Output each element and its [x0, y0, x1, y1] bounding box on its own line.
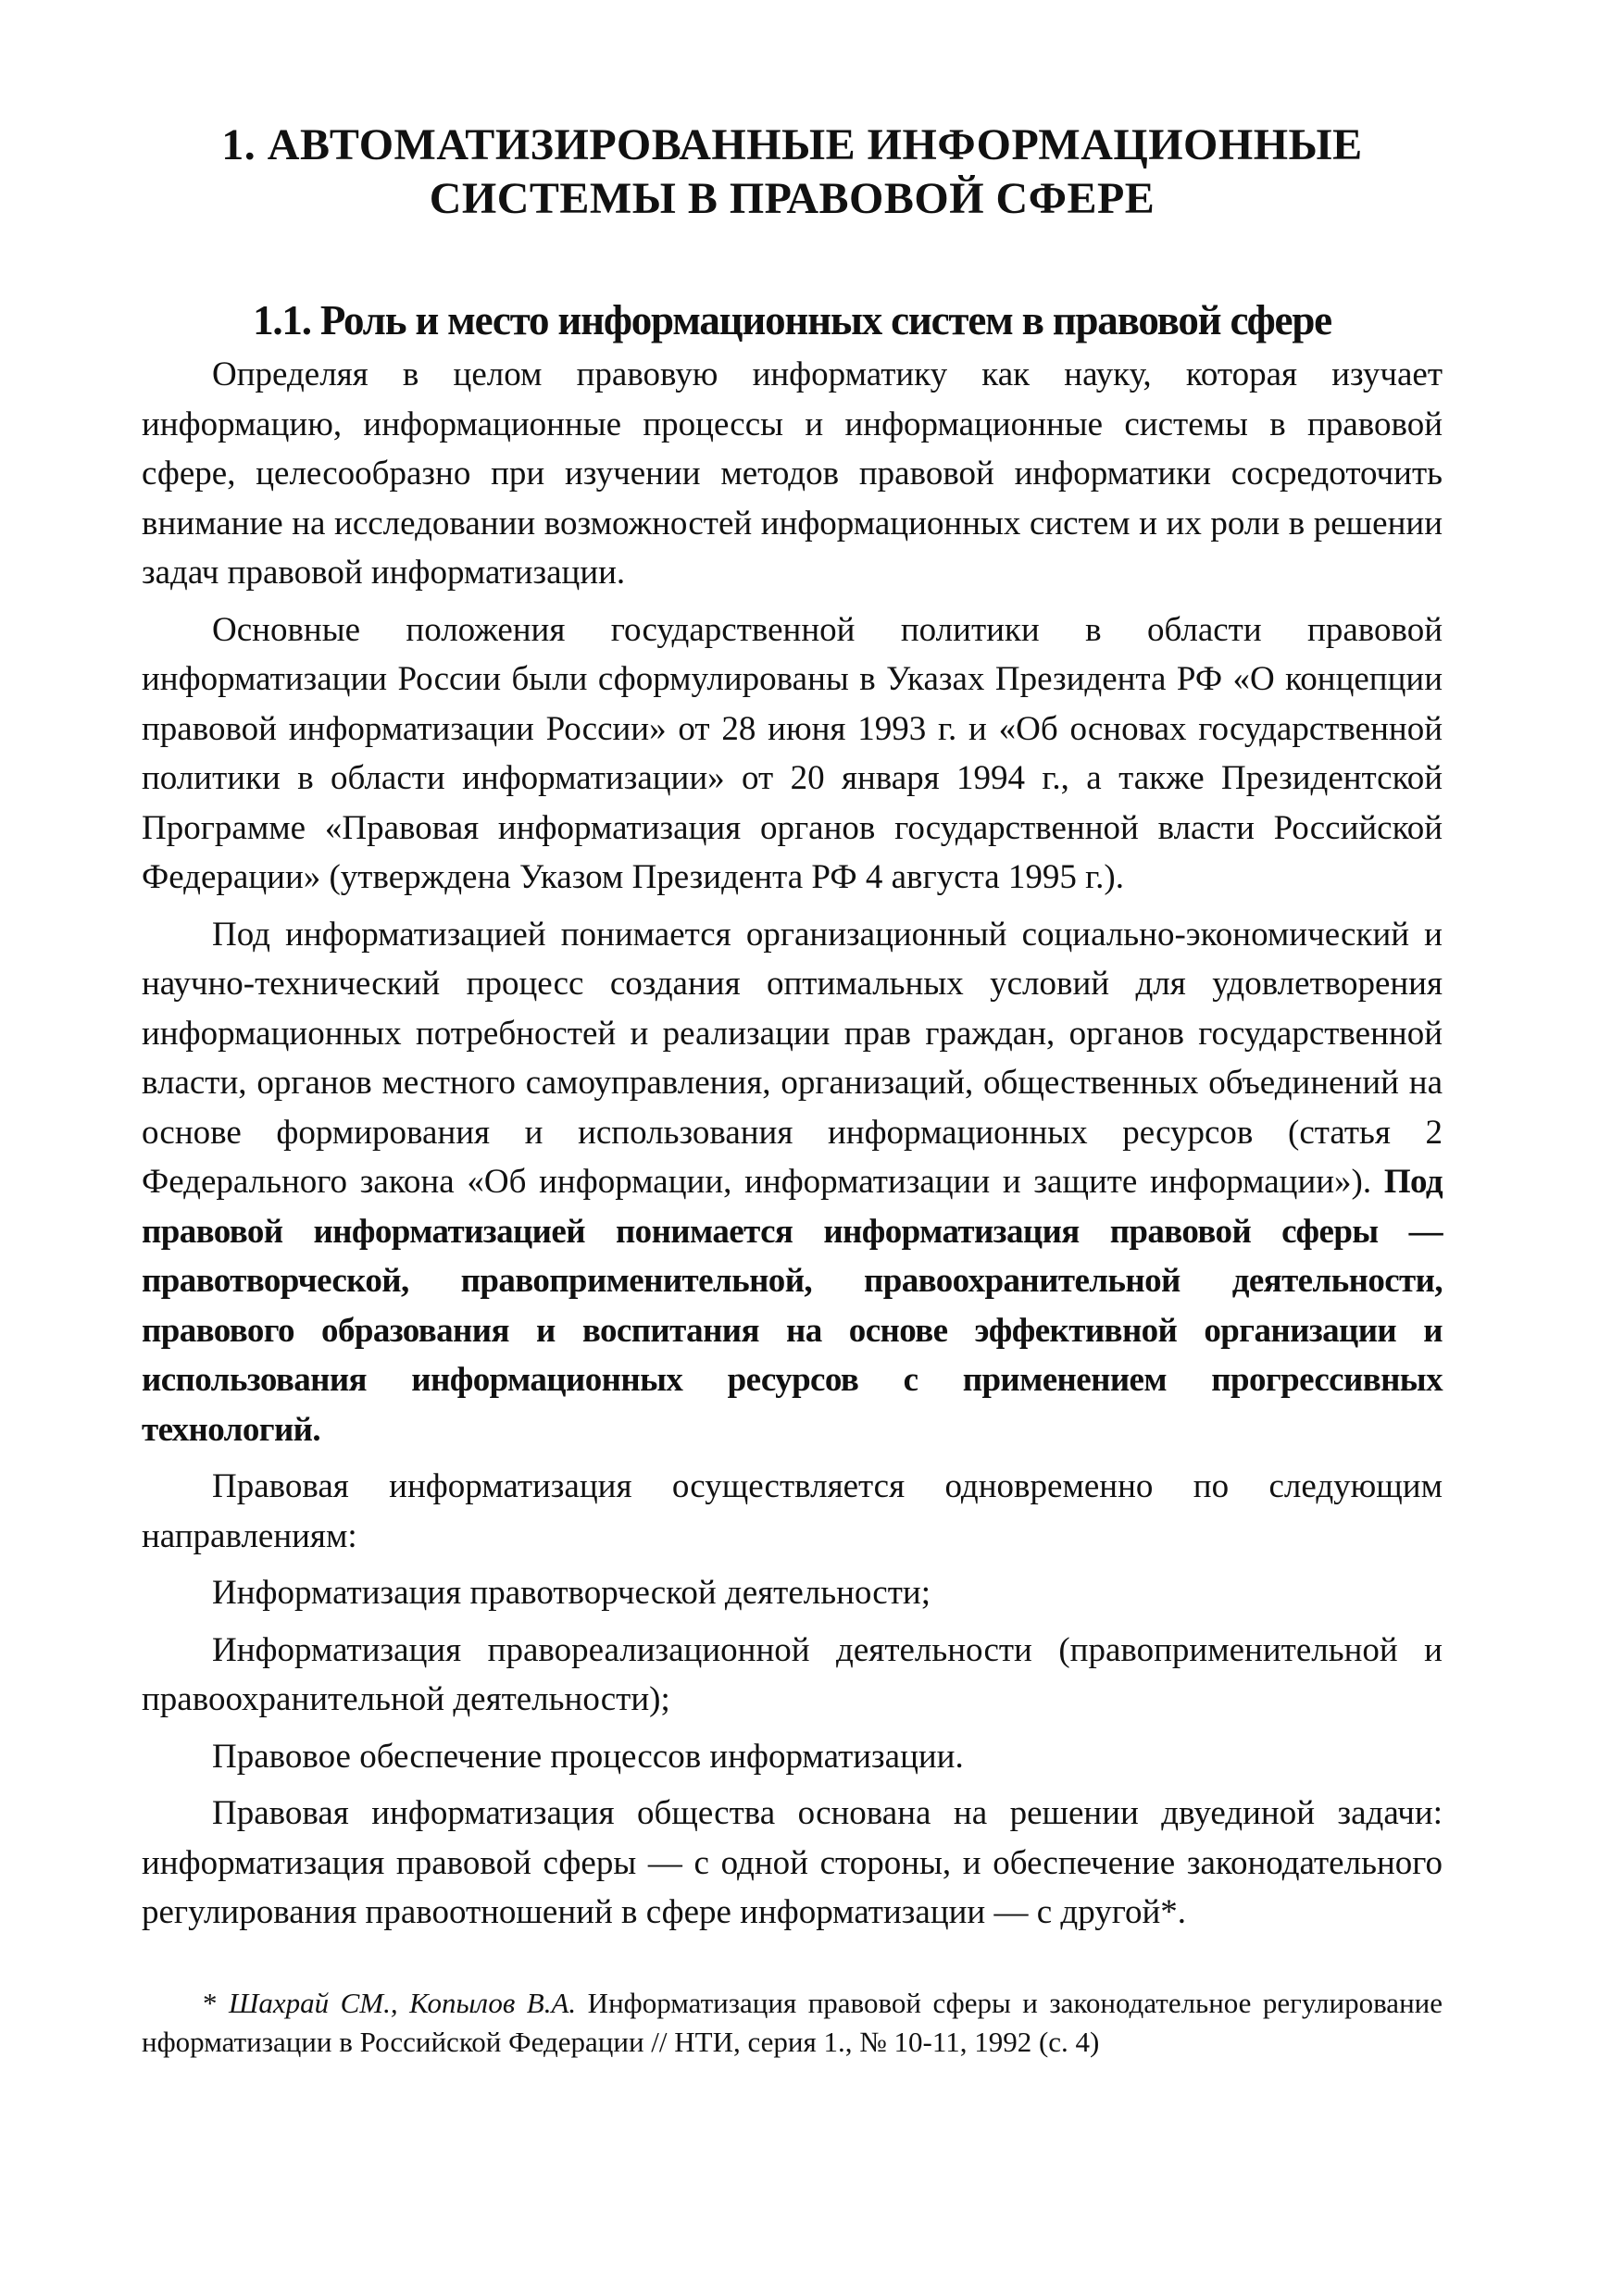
paragraph-3-bold-definition: Под правовой информатизацией понимается информатизация правовой сферы — правотворческой, правоприменительной, правоохранительной деятельности, правового образования и воспитания на основе эффективной организации и использования информационных ресурсов с применением прогрессивных технологий. — [142, 1163, 1443, 1449]
paragraph-2: Основные положения государственной политики в области правовой информатизации России были сформулированы в Указах Президента РФ «О концепции правовой информатизации России» от 28 июня 1993 г. и «Об основах государственной политики в области информатизации» от 20 января 1994 г., а также Президентской Программе «Правовая информатизация органов государственной власти Российской Федерации» (утверждена Указом Президента РФ 4 августа 1995 г.). — [142, 610, 1443, 896]
paragraph-6: Информатизация правореализационной деятельности (правоприменительной и правоохранительной деятельности); — [142, 1630, 1443, 1718]
footnote-text: Информатизация правовой сферы и законодательное регулирование нформатизации в Российской Федерации // НТИ, серия 1., № 10-11, 1992 (с. 4) — [142, 1986, 1443, 2058]
paragraph-8: Правовая информатизация общества основана на решении двуединой задачи: информатизация правовой сферы — с одной стороны, и обеспечение законодательного регулирования правоотношений в сфере информатизации — с другой*. — [142, 1794, 1443, 1931]
body-text — [142, 350, 1443, 1938]
section-title: 1.1. Роль и место информационных систем в правовой сфере — [253, 297, 1331, 343]
footnote-authors: Шахрай СМ., Копылов В.А. — [229, 1986, 577, 2019]
paragraph-4: Правовая информатизация осуществляется одновременно по следующим направлениям: — [142, 1467, 1443, 1555]
paragraph-5: Информатизация правотворческой деятельности; — [212, 1574, 931, 1612]
footnote-marker: * — [203, 1986, 229, 2019]
paragraph-3 — [142, 910, 1443, 1455]
paragraph-3-regular: Под информатизацией понимается организационный социально-экономический и научно-технический процесс создания оптимальных условий для удовлетворения информационных потребностей и реализации прав граждан, органов государственной власти, органов местного самоуправления, организаций, общественных объединений на основе формирования и использования информационных ресурсов (статья 2 Федерального закона «Об информации, информатизации и защите информации»). — [142, 915, 1443, 1201]
document-page — [142, 118, 1443, 2062]
footnote — [142, 1984, 1443, 2062]
chapter-title-line-2: СИСТЕМЫ В ПРАВОВОЙ СФЕРЕ — [429, 174, 1156, 223]
paragraph-1: Определяя в целом правовую информатику как науку, которая изучает информацию, информационные процессы и информационные системы в правовой сфере, целесообразно при изучении методов правовой информатики сосредоточить внимание на исследовании возможностей информационных систем и их роли в решении задач правовой информатизации. — [142, 355, 1443, 592]
chapter-title — [142, 118, 1443, 226]
paragraph-7: Правовое обеспечение процессов информатизации. — [212, 1737, 964, 1776]
chapter-title-line-1: 1. АВТОМАТИЗИРОВАННЫЕ ИНФОРМАЦИОННЫЕ — [221, 120, 1363, 169]
